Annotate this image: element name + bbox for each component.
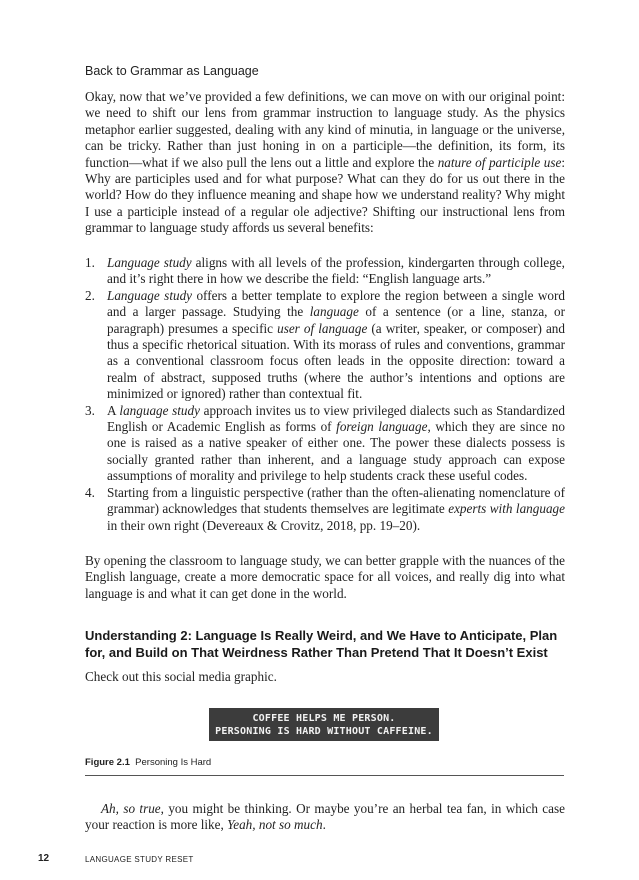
intro-emphasis: nature of participle use <box>437 154 562 170</box>
running-footer-title: LANGUAGE STUDY RESET <box>85 855 194 864</box>
list-item <box>85 403 565 485</box>
figure-caption <box>85 757 211 768</box>
list-item <box>85 485 565 534</box>
check-out-text: Check out this social media graphic. <box>85 669 277 684</box>
intro-paragraph <box>85 89 565 237</box>
after-emphasis-1: Ah, so true <box>101 801 161 816</box>
list-emphasis: Language study <box>107 287 193 303</box>
after-text-1: , you might be thinking. Or maybe you’re an herbal tea fan, in which case your reaction is more like, <box>85 801 566 833</box>
section-heading: Understanding 2: Language Is Really Weird, and We Have to Anticipate, Plan for, and Build on That Weirdness Rather Than Pretend That It Doesn’t Exist <box>85 628 558 660</box>
list-number: 4. <box>85 484 95 500</box>
figure-title: Personing Is Hard <box>135 757 212 768</box>
list-item <box>85 288 565 403</box>
list-emphasis: user of language <box>277 320 368 336</box>
list-emphasis: language <box>309 304 359 320</box>
figure-label: Figure 2.1 <box>85 757 130 768</box>
list-number: 1. <box>85 255 95 270</box>
list-emphasis: Language study <box>107 255 192 270</box>
sub-heading: Back to Grammar as Language <box>85 64 259 78</box>
list-emphasis: language study <box>119 402 200 418</box>
list-text: of a sentence (or a line, stanza, or paragraph) presumes a specific <box>107 304 565 336</box>
graphic-line-2: PERSONING IS HARD WITHOUT CAFFEINE. <box>215 725 433 737</box>
intro-text-1: Okay, now that we’ve provided a few definitions, we can move on with our original point: we need to shift our lens from grammar instruction to language study. As the physics metaphor earlier suggested, dealing with any kind of minutia, in language or the universe, can be tricky. Rather than just honing in on a participle—the definition, its form, its function—what if we also pull the lens out a little and explore the <box>85 89 565 170</box>
social-media-graphic <box>209 708 439 741</box>
list-text: A <box>107 402 120 418</box>
list-text: (a writer, speaker, or composer) and thus a specific rhetorical situation. With its morass of rules and conventions, grammar as a conventional classroom focus often leads in the opposite direction: toward a realm of abstract, supposed truths (where the author’s intentions and options are minimized or ignored) rather than contextual fit. <box>107 320 565 402</box>
list-text: aligns with all levels of the profession, kindergarten through college, and it’s right there in how we describe the field: “English language arts.” <box>107 255 565 287</box>
list-text: in their own right (Devereaux & Crovitz, 2018, pp. 19–20). <box>107 517 421 533</box>
list-text: , which they are since no one is raised as a native speaker of either one. The power these dialects possess is socially granted rather than inherent, and a language study approach can expose assumptions of morality and privilege to help students crack these useful codes. <box>107 419 565 484</box>
closing-paragraph: By opening the classroom to language study, we can better grapple with the nuances of the English language, create a more democratic space for all voices, and really dig into what language is and what it can get done in the world. <box>85 553 565 601</box>
list-number: 2. <box>85 287 95 303</box>
list-emphasis: foreign language <box>336 419 428 435</box>
benefits-list <box>85 255 565 534</box>
list-item <box>85 255 565 288</box>
list-emphasis: experts with language <box>448 501 565 517</box>
list-number: 3. <box>85 402 95 418</box>
list-text: offers a better template to explore the region between a single word and a larger passage. Studying the <box>107 287 565 320</box>
list-text: approach invites us to view privileged dialects such as Standardized English or Academic English as forms of <box>107 402 566 435</box>
after-text-2: . <box>322 817 326 833</box>
after-figure-paragraph <box>85 801 565 834</box>
caption-divider <box>85 775 564 776</box>
list-text: Starting from a linguistic perspective (rather than the often-alienating nomenclature of grammar) acknowledges that students themselves are legitimate <box>107 484 565 517</box>
intro-text-2: : Why are participles used and for what purpose? What can they do for us out there in the world? How do they influence meaning and shape how we understand reality? Why might I use a participle instead of a regular ole adjective? Shifting our instructional lens from grammar to language study affords us several benefits: <box>85 154 565 236</box>
graphic-line-1: COFFEE HELPS ME PERSON. <box>252 712 396 724</box>
page-number: 12 <box>38 853 50 864</box>
after-emphasis-2: Yeah, not so much <box>227 817 323 833</box>
